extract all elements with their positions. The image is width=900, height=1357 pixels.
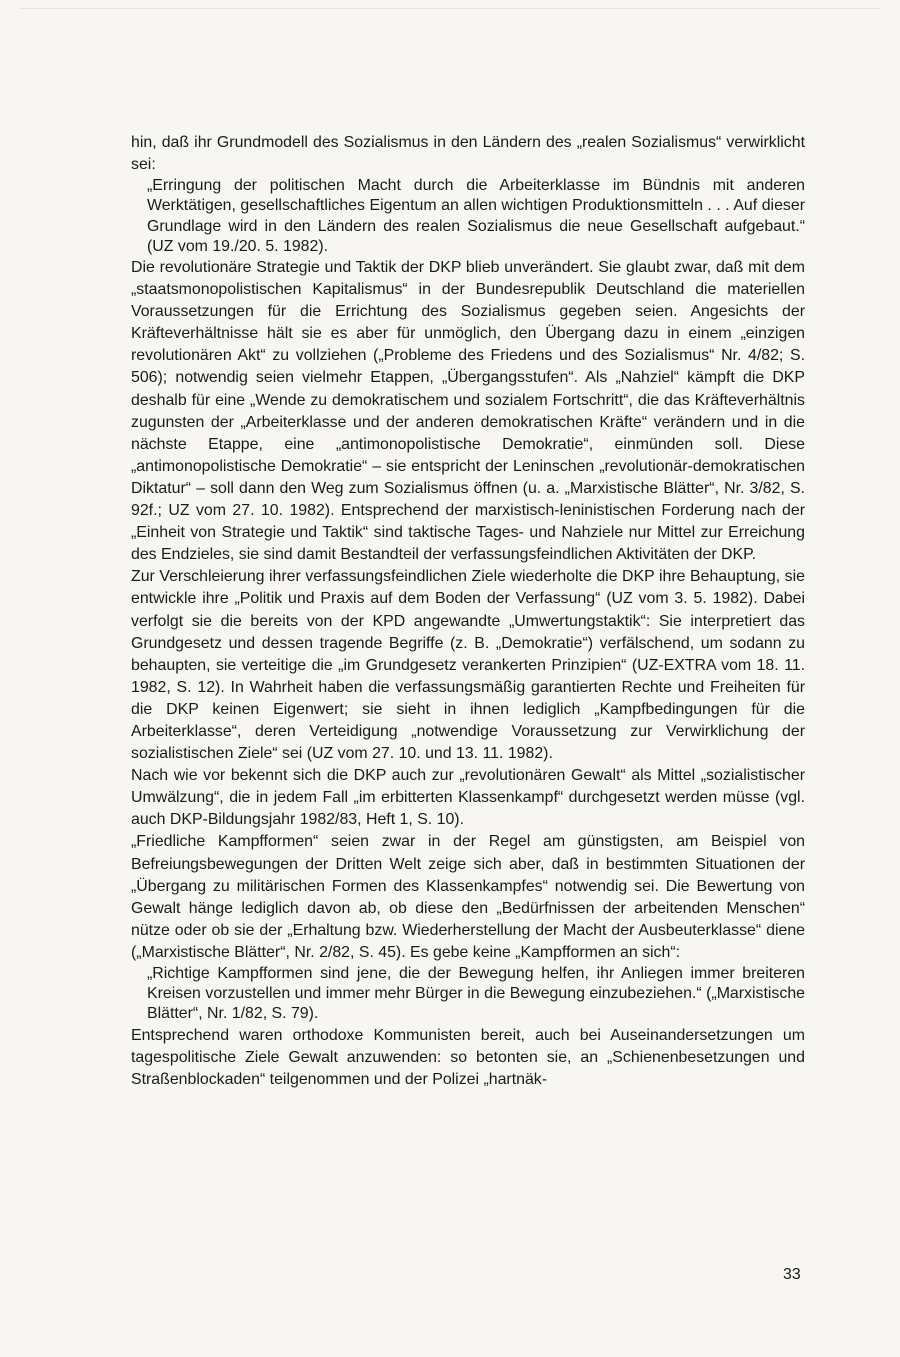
paragraph-violence: Nach wie vor bekennt sich die DKP auch zur „revolutionären Gewalt“ als Mittel „sozialistischer Umwälzung“, die in jedem Fall „im erbitterten Klassenkampf“ durchgesetzt werden müsse (vgl. auch DKP-Bildungsjahr 1982/83, Heft 1, S. 10). xyxy=(131,767,805,829)
block-quote-marxistische-blaetter: „Richtige Kampfformen sind jene, die der Bewegung helfen, ihr Anliegen immer breiteren Kreisen vorzustellen und immer mehr Bürger in die Bewegung einzubeziehen.“ („Marxistische Blätter“, Nr. 1/82, S. 79). xyxy=(147,965,805,1023)
block-quote-uz: „Erringung der politischen Macht durch die Arbeiterklasse im Bündnis mit anderen Werktätigen, gesellschaftliches Eigentum an allen wichtigen Produktionsmitteln . . . Auf dieser Grundlage wird in den Ländern des realen Sozialismus die neue Gesellschaft aufgebaut.“ (UZ vom 19./20. 5. 1982). xyxy=(147,177,805,255)
paragraph-intro: hin, daß ihr Grundmodell des Sozialismus in den Ländern des „realen Sozialismus“ verwirklicht sei: xyxy=(131,134,805,174)
paragraph-orthodox-communists: Entsprechend waren orthodoxe Kommunisten bereit, auch bei Auseinandersetzungen um tagespolitische Ziele Gewalt anzuwenden: so betonten sie, an „Schienenbesetzungen und Straßenblockaden“ teilgenommen und der Polizei „hartnäk- xyxy=(131,1026,805,1088)
paragraph-peaceful-forms: „Friedliche Kampfformen“ seien zwar in der Regel am günstigsten, am Beispiel von Befreiungsbewegungen der Dritten Welt zeige sich aber, daß in bestimmten Situationen der „Übergang zu militärischen Formen des Klassenkampfes“ notwendig sei. Die Bewertung von Gewalt hänge lediglich davon ab, ob diese den „Bedürfnissen der arbeitenden Menschen“ nütze oder ob sie der „Erhaltung bzw. Wiederherstellung der Macht der Ausbeuterklasse“ diene („Marxistische Blätter“, Nr. 2/82, S. 45). Es gebe keine „Kampfformen an sich“: xyxy=(131,833,805,961)
scan-edge-line xyxy=(20,8,880,9)
page-number: 33 xyxy=(783,1266,801,1283)
paragraph-disguise: Zur Verschleierung ihrer verfassungsfeindlichen Ziele wiederholte die DKP ihre Behauptung, sie entwickle ihre „Politik und Praxis auf dem Boden der Verfassung“ (UZ vom 3. 5. 1982). Dabei verfolgt sie die bereits von der KPD angewandte „Umwertungstaktik“: Sie interpretiert das Grundgesetz und dessen tragende Begriffe (z. B. „Demokratie“) verfälschend, um sodann zu behaupten, sie verteitige die „im Grundgesetz verankerten Prinzipien“ (UZ-EXTRA vom 18. 11. 1982, S. 12). In Wahrheit haben die verfassungsmäßig garantierten Rechte und Freiheiten für die DKP keinen Eigenwert; sie sieht in ihnen lediglich „Kampfbedingungen für die Arbeiterklasse“, deren Verteidigung „notwendige Voraussetzung zur Verwirklichung der sozialistischen Ziele“ sei (UZ vom 27. 10. und 13. 11. 1982). xyxy=(131,568,805,763)
body-text xyxy=(131,132,805,1091)
paragraph-strategy: Die revolutionäre Strategie und Taktik der DKP blieb unverändert. Sie glaubt zwar, daß mit dem „staatsmonopolistischen Kapitalismus“ in der Bundesrepublik Deutschland die materiellen Voraussetzungen für die Errichtung des Sozialismus gegeben seien. Angesichts der Kräfteverhältnisse hält sie es aber für unmöglich, den Übergang dazu in einem „einzigen revolutionären Akt“ zu vollziehen („Probleme des Friedens und des Sozialismus“ Nr. 4/82; S. 506); notwendig seien vielmehr Etappen, „Übergangsstufen“. Als „Nahziel“ kämpft die DKP deshalb für eine „Wende zu demokratischem und sozialem Fortschritt“, die das Kräfteverhältnis zugunsten der „Arbeiterklasse und der anderen demokratischen Kräfte“ verändern und in die nächste Etappe, eine „antimonopolistische Demokratie“, einmünden soll. Diese „antimonopolistische Demokratie“ – sie entspricht der Leninschen „revolutionär-demokratischen Diktatur“ – soll dann den Weg zum Sozialismus öffnen (u. a. „Marxistische Blätter“, Nr. 3/82, S. 92f.; UZ vom 27. 10. 1982). Entsprechend der marxistisch-leninistischen Forderung nach der „Einheit von Strategie und Taktik“ sind taktische Tages- und Nahziele nur Mittel zur Erreichung des Endzieles, sie sind damit Bestandteil der verfassungsfeindlichen Aktivitäten der DKP. xyxy=(131,259,805,564)
